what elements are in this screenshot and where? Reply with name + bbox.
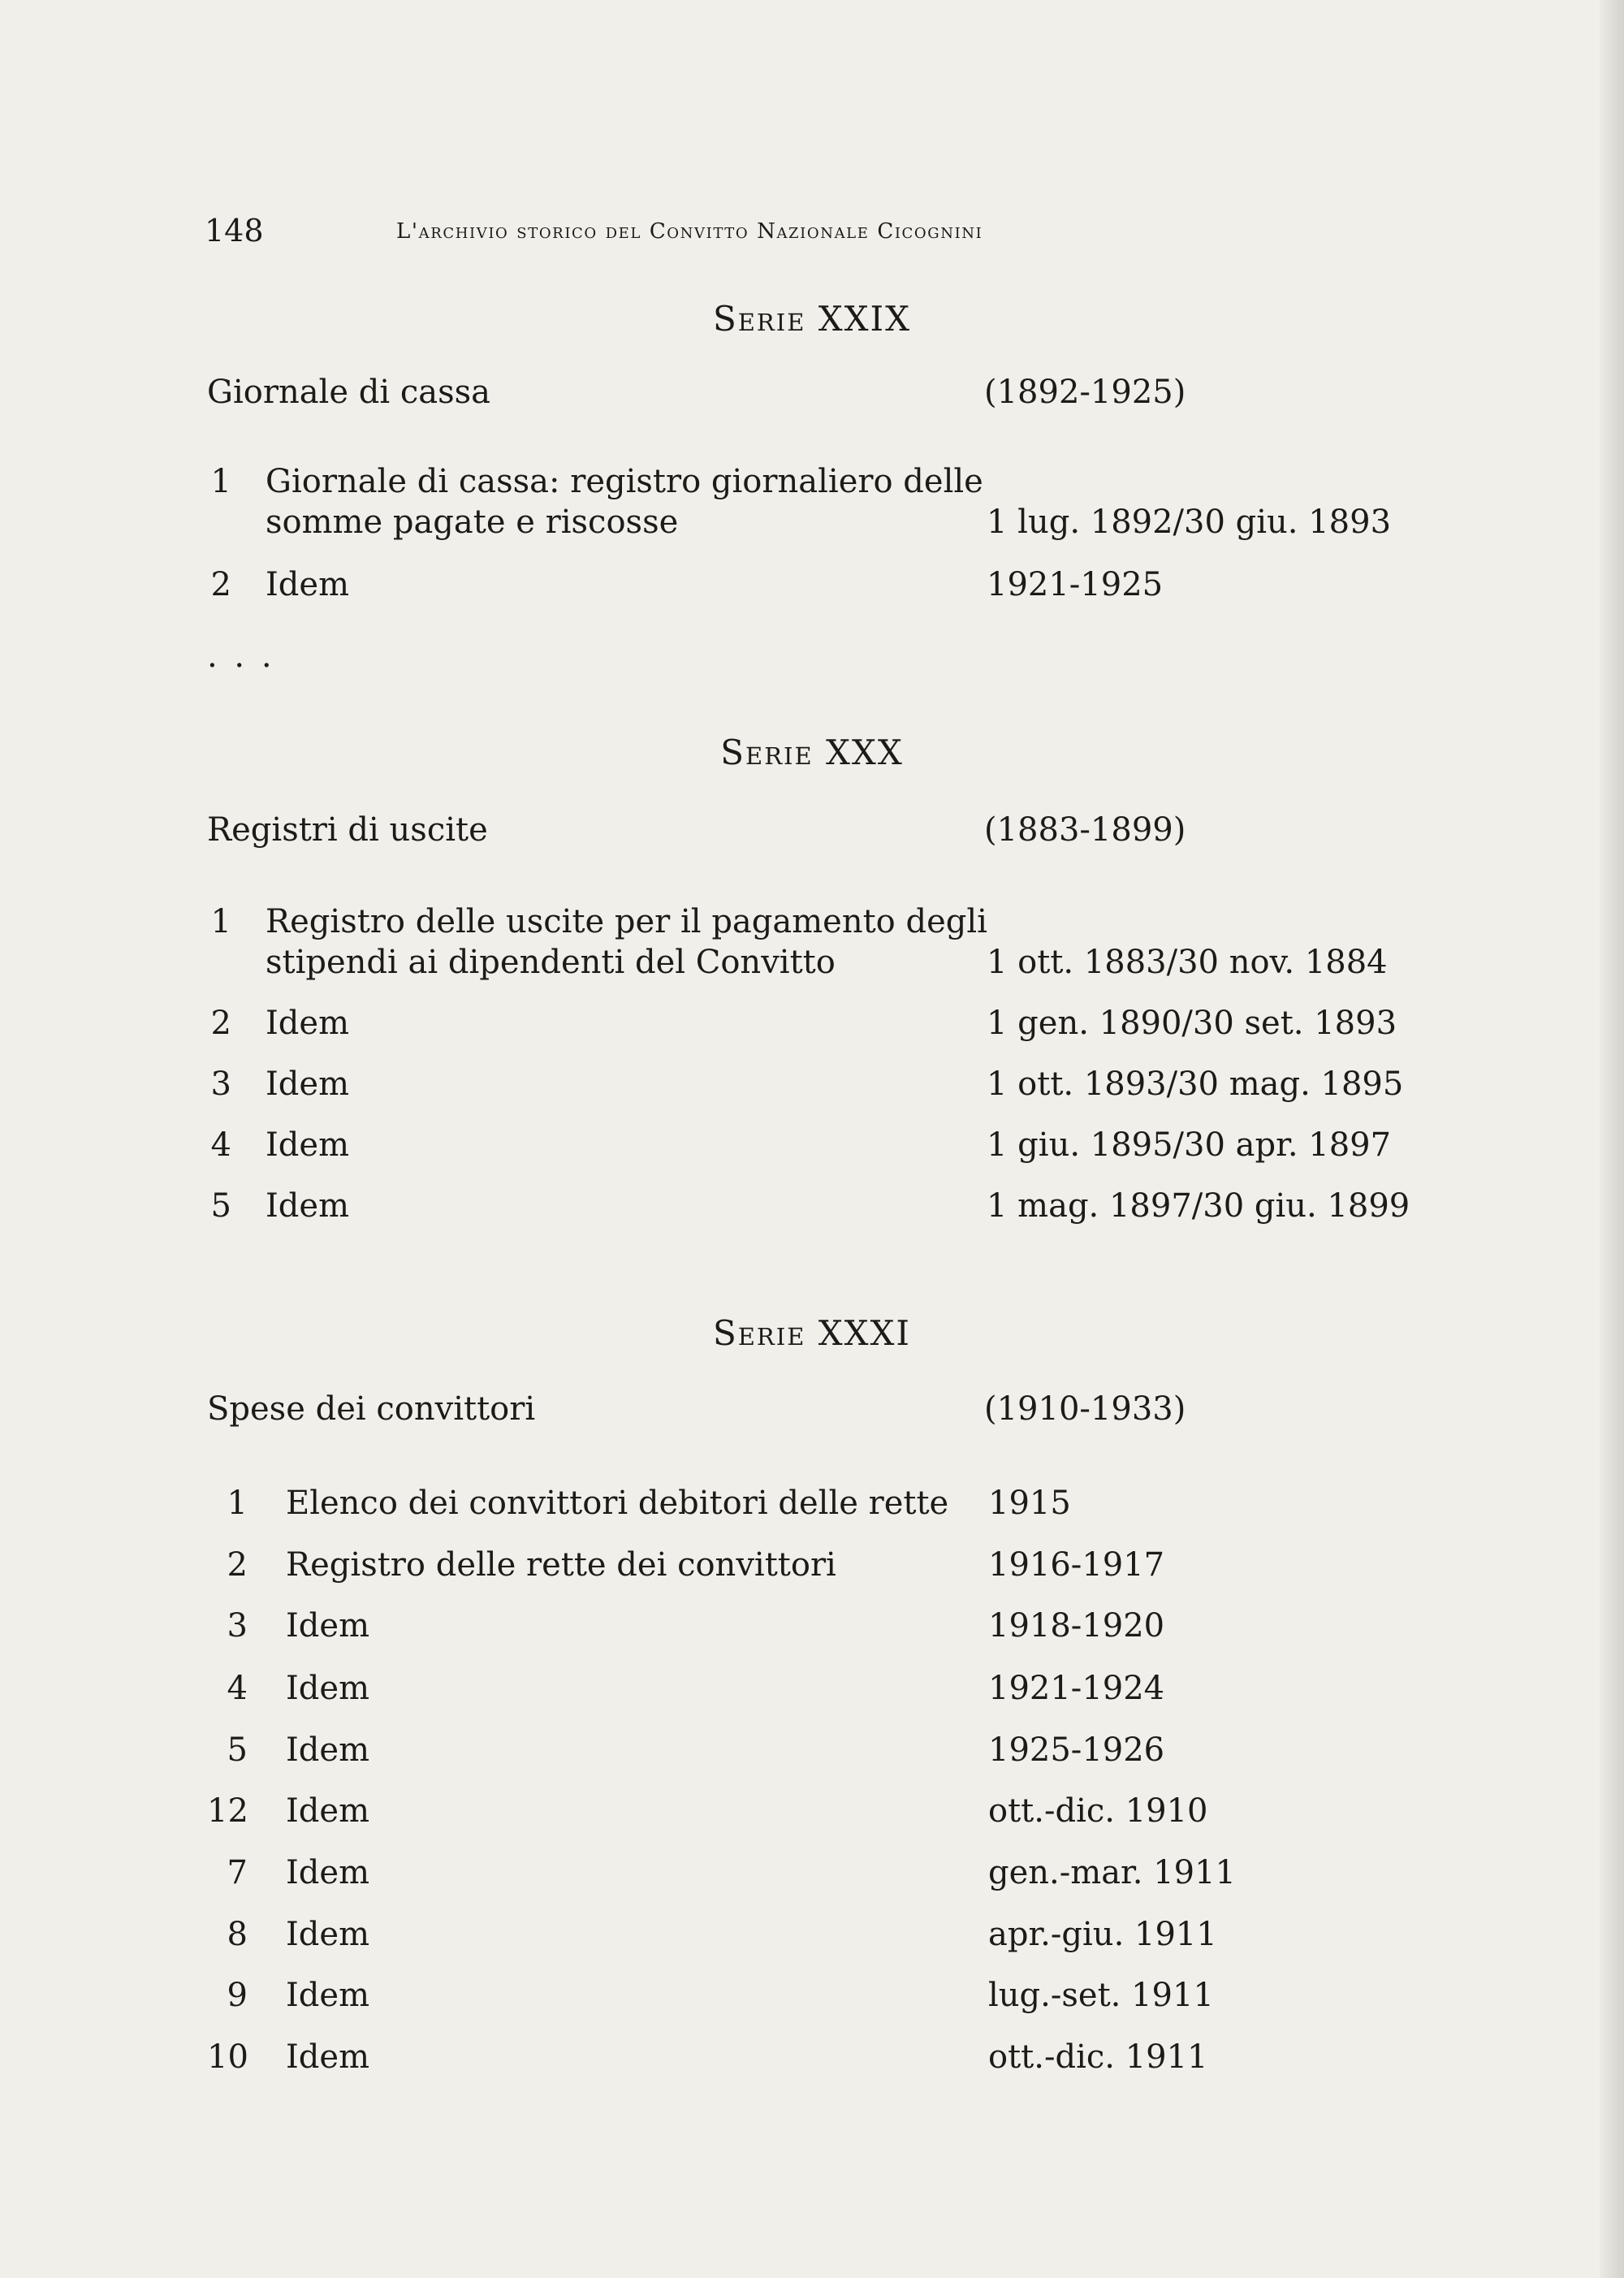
item-description: Idem	[286, 1670, 370, 1707]
series-heading-range: (1910-1933)	[984, 1390, 1186, 1428]
series-heading-xxix	[207, 374, 1279, 419]
item-number: 2	[210, 566, 231, 603]
series-heading-xxxi	[207, 1390, 1279, 1436]
item-number: 7	[227, 1854, 248, 1891]
item-date: 1 ott. 1883/30 nov. 1884	[987, 944, 1388, 981]
page-edge-shadow	[1600, 0, 1624, 2278]
item-number: 5	[227, 1731, 248, 1769]
item-number: 3	[210, 1066, 231, 1103]
item-description: Idem	[286, 1854, 370, 1891]
item-description: Idem	[286, 2038, 370, 2076]
item-date: 1925-1926	[988, 1731, 1165, 1769]
item-number: 4	[210, 1126, 231, 1164]
series-heading-xxx	[207, 811, 1279, 857]
running-title: L'archivio storico del Convitto Nazionale Cicognini	[396, 219, 983, 244]
series-heading-title: Spese dei convittori	[207, 1390, 536, 1428]
item-description: Elenco dei convittori debitori delle rette	[286, 1485, 949, 1522]
item-date: 1 gen. 1890/30 set. 1893	[987, 1005, 1397, 1042]
item-number: 3	[227, 1607, 248, 1645]
item-number: 4	[227, 1670, 248, 1707]
item-date: ott.-dic. 1910	[988, 1792, 1208, 1830]
item-number: 2	[227, 1546, 248, 1584]
series-heading-title: Giornale di cassa	[207, 374, 491, 411]
item-date: 1921-1925	[987, 566, 1164, 603]
series-heading-range: (1883-1899)	[984, 811, 1186, 849]
series-title-xxxi: Serie XXXI	[712, 1313, 912, 1353]
item-description: Idem	[266, 1126, 350, 1164]
item-description: Idem	[266, 1187, 350, 1225]
item-description: Idem	[266, 1005, 350, 1042]
series-title-xxx: Serie XXX	[720, 733, 904, 772]
item-number: 1	[210, 903, 231, 940]
item-number: 5	[210, 1187, 231, 1225]
item-description: Idem	[286, 1607, 370, 1645]
item-number: 9	[227, 1977, 248, 2014]
item-date: 1 giu. 1895/30 apr. 1897	[987, 1126, 1392, 1164]
item-date: ott.-dic. 1911	[988, 2038, 1208, 2076]
series-title-xxix: Serie XXIX	[712, 299, 912, 339]
page-header	[205, 213, 1260, 253]
continuation-ellipsis: . . .	[207, 638, 275, 675]
item-date: 1915	[988, 1485, 1071, 1522]
item-description: Idem	[286, 1792, 370, 1830]
series-heading-title: Registri di uscite	[207, 811, 488, 849]
item-number: 1	[227, 1485, 248, 1522]
item-description: Idem	[266, 1066, 350, 1103]
item-description: Idem	[286, 1731, 370, 1769]
item-number: 12	[207, 1792, 248, 1830]
item-number: 10	[207, 2038, 248, 2076]
item-number: 2	[210, 1005, 231, 1042]
item-number: 8	[227, 1916, 248, 1953]
item-description: Giornale di cassa: registro giornaliero delle somme pagate e riscosse	[266, 463, 983, 541]
item-description: Idem	[286, 1977, 370, 2014]
item-description: Registro delle rette dei convittori	[286, 1546, 836, 1584]
item-description: Idem	[286, 1916, 370, 1953]
item-description: Registro delle uscite per il pagamento degli stipendi ai dipendenti del Convitto	[266, 903, 987, 981]
item-date: 1 mag. 1897/30 giu. 1899	[987, 1187, 1410, 1225]
item-date: apr.-giu. 1911	[988, 1916, 1217, 1953]
item-description: Idem	[266, 566, 350, 603]
series-heading-range: (1892-1925)	[984, 374, 1186, 411]
item-date: 1918-1920	[988, 1607, 1165, 1645]
item-date: 1921-1924	[988, 1670, 1165, 1707]
item-date: gen.-mar. 1911	[988, 1854, 1236, 1891]
item-date: 1916-1917	[988, 1546, 1165, 1584]
item-number: 1	[210, 463, 231, 500]
item-date: lug.-set. 1911	[988, 1977, 1214, 2014]
page-number: 148	[205, 213, 264, 249]
item-date: 1 ott. 1893/30 mag. 1895	[987, 1066, 1404, 1103]
item-date: 1 lug. 1892/30 giu. 1893	[987, 504, 1392, 541]
